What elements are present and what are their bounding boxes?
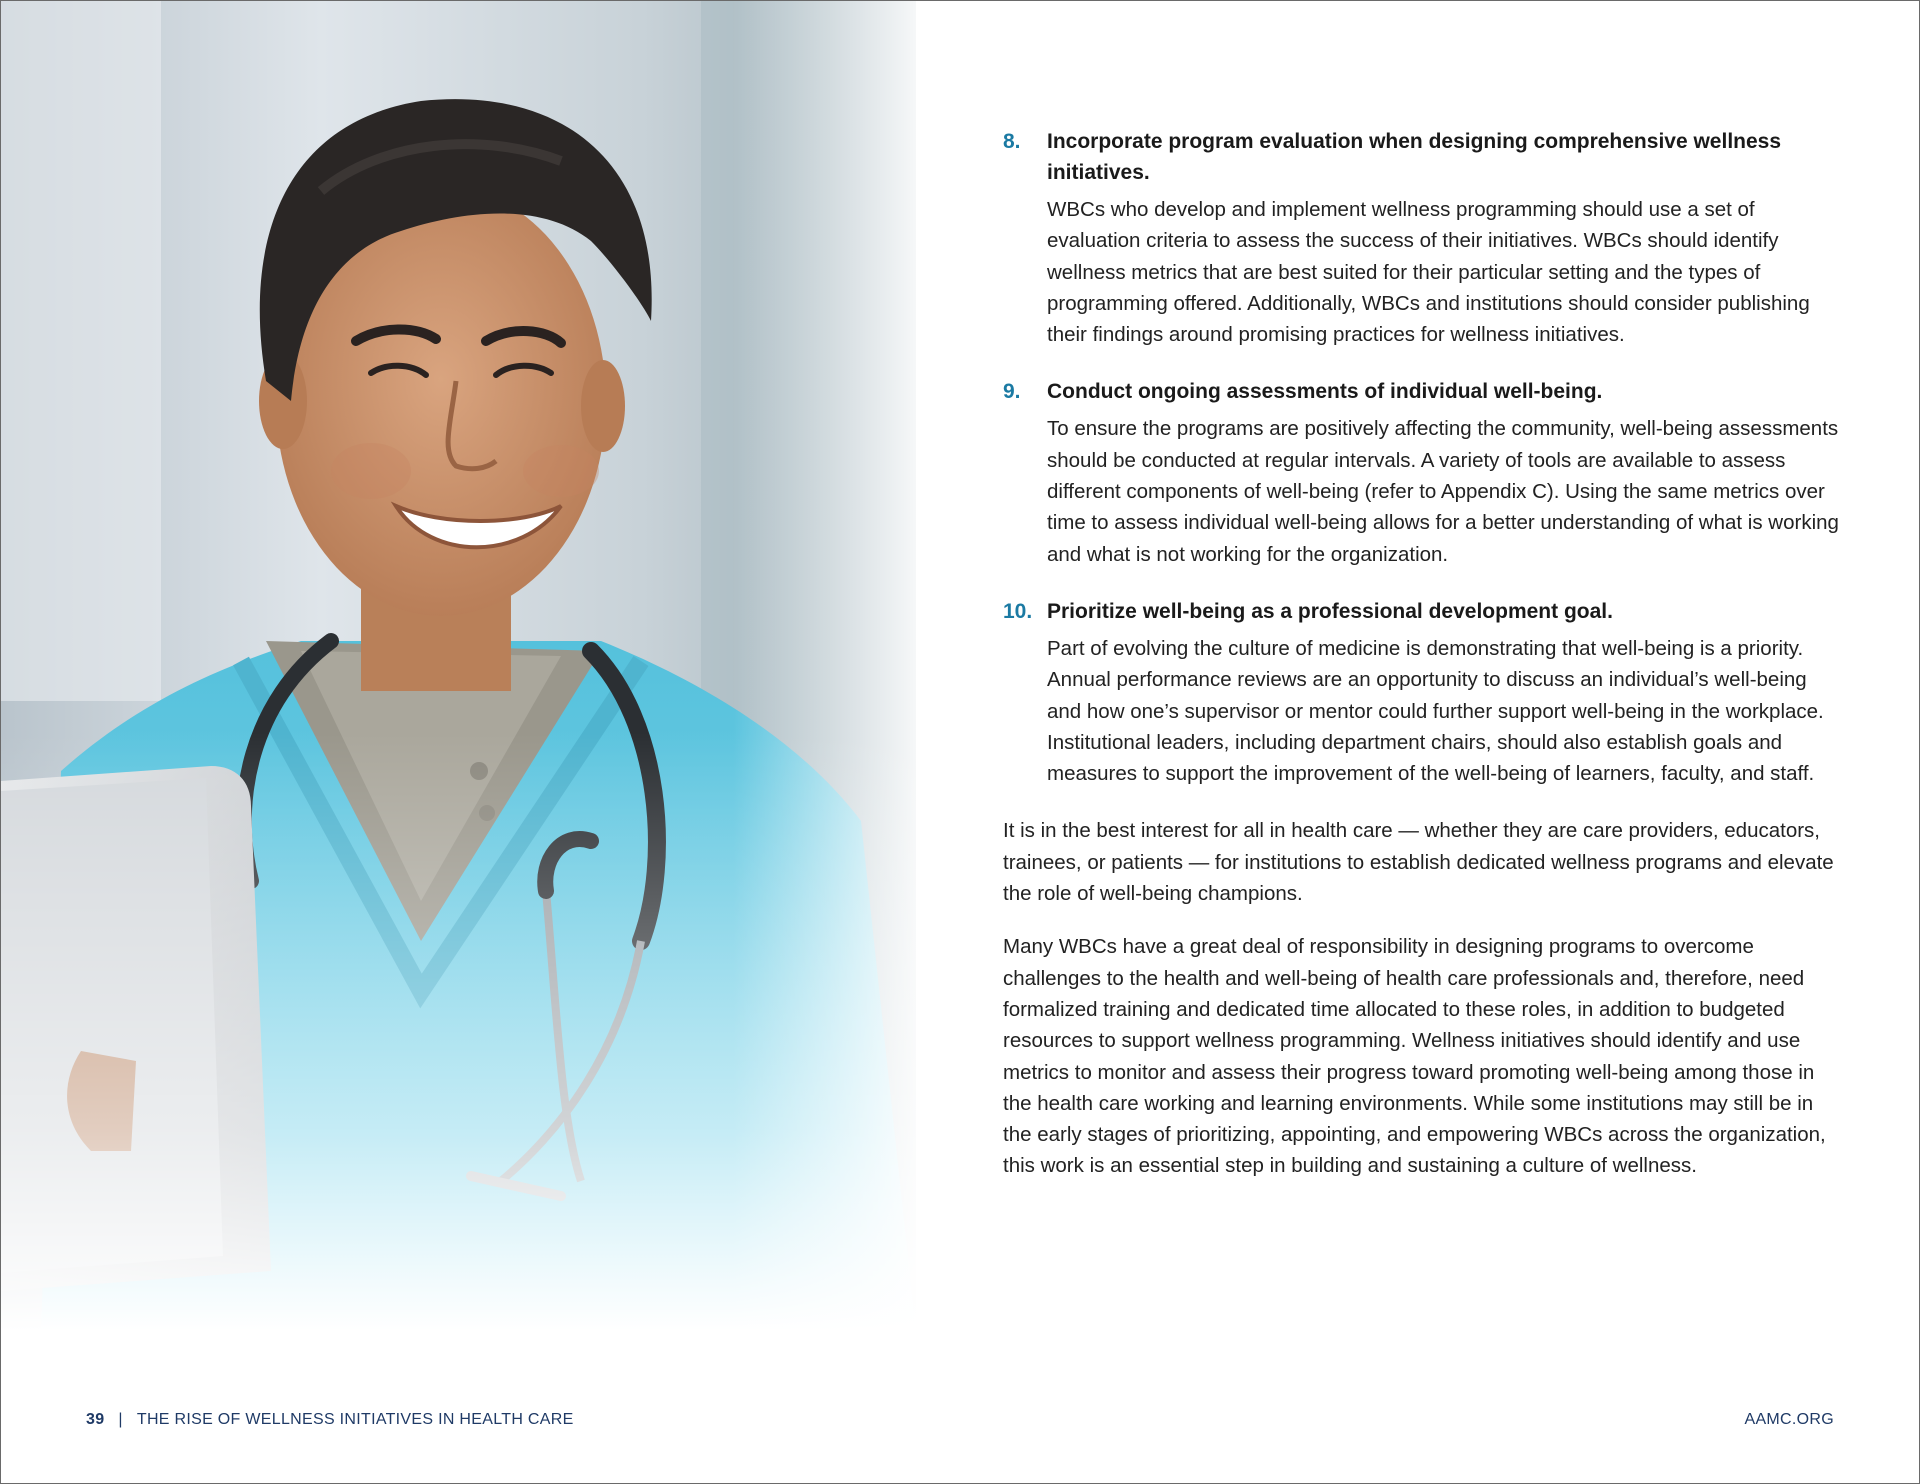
list-item-10	[1003, 596, 1843, 789]
item-body: Part of evolving the culture of medicine is demonstrating that well-being is a priority. Annual performance reviews are an opportunity to discuss an individual’s well-being and how one’s supervisor or mentor could further support well-being in the workplace. Institutional leaders, including department chairs, should also establish goals and measures to support the improvement of the well-being of learners, faculty, and staff.	[1047, 636, 1824, 786]
item-body: To ensure the programs are positively affecting the community, well-being assessments should be conducted at regular intervals. A variety of tools are available to assess different components of well-being (refer to Appendix C). Using the same metrics over time to assess individual well-being allows for a better understanding of what is working and what is not working for the organization.	[1047, 417, 1839, 566]
body-paragraph: It is in the best interest for all in health care — whether they are care providers, educators, trainees, or patients — for institutions to establish dedicated wellness programs and elevate the role of well-being champions.	[1003, 819, 1834, 906]
item-number: 9.	[1003, 380, 1021, 404]
page-footer	[86, 1408, 1834, 1432]
clinician-photo	[1, 1, 916, 1331]
main-content	[1003, 126, 1843, 1204]
footer-separator: |	[118, 1411, 123, 1428]
item-number: 8.	[1003, 130, 1021, 153]
list-item-8	[1003, 126, 1843, 350]
footer-left	[86, 1408, 574, 1432]
item-heading: Conduct ongoing assessments of individual well-being.	[1047, 380, 1603, 404]
publication-title: THE RISE OF WELLNESS INITIATIVES IN HEALTH CARE	[136, 1411, 574, 1428]
site-link[interactable]: AAMC.ORG	[1744, 1411, 1834, 1428]
body-paragraph: Many WBCs have a great deal of responsibility in designing programs to overcome challenges to the health and well-being of health care professionals and, therefore, need formalized training and dedicated time allocated to these roles, in addition to budgeted resources to support wellness programming. Wellness initiatives should identify and use metrics to monitor and assess their progress toward promoting well-being among those in the health care working and learning environments. While some institutions may still be in the early stages of prioritizing, appointing, and empowering WBCs across the organization, this work is an essential step in building and sustaining a culture of wellness.	[1003, 935, 1826, 1178]
list-item-9	[1003, 376, 1843, 569]
item-heading: Prioritize well-being as a professional development goal.	[1047, 599, 1613, 623]
item-number: 10.	[1003, 599, 1033, 623]
item-heading: Incorporate program evaluation when designing comprehensive wellness initiatives.	[1047, 130, 1782, 184]
page-number: 39	[86, 1411, 105, 1428]
item-body: WBCs who develop and implement wellness programming should use a set of evaluation criteria to assess the success of their initiatives. WBCs should identify wellness metrics that are best suited for their particular setting and the types of programming offered. Additionally, WBCs and institutions should consider publishing their findings around promising practices for wellness initiatives.	[1047, 198, 1810, 347]
